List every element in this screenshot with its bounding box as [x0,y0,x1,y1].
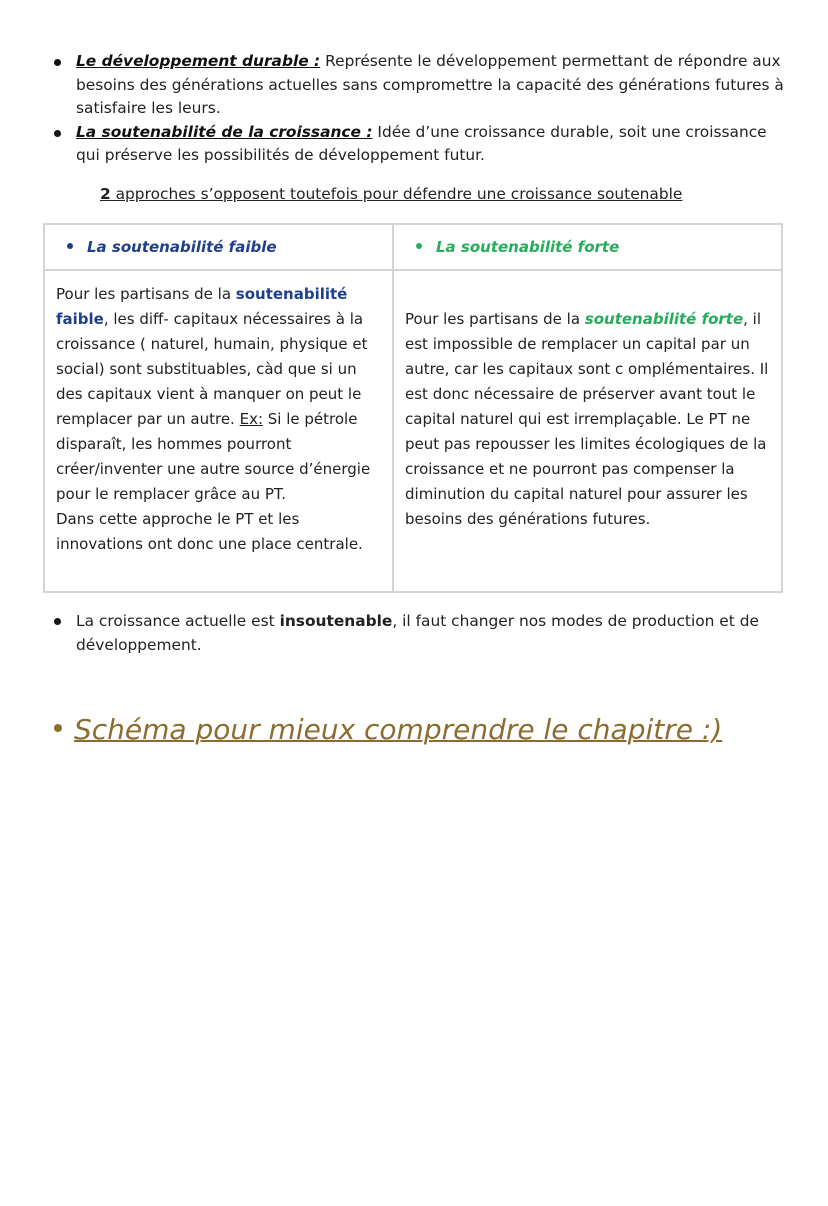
bullet-icon [54,724,62,732]
cell-keyword: soutenabilité forte [584,310,744,328]
cell-keyword: soutenabilité faible [56,285,348,328]
conclusion-list [52,609,792,657]
definition-item [52,121,792,168]
definition-text: Idée d’une croissance durable, soit une croissance qui préserve les possibilités de développement futur. [76,122,767,164]
definition-item [52,50,792,121]
definition-term: La soutenabilité de la croissance : [76,122,373,141]
header-label: La soutenabilité faible [87,238,277,256]
bullet-icon [67,243,73,249]
cell-text: Dans cette approche le PT et les innovations ont donc une place centrale. [56,510,363,553]
definition-term: Le développement durable : [76,52,321,70]
conclusion-text: , il faut changer nos modes de production et de développement. [76,612,759,654]
bullet-icon [416,243,422,249]
header-strong-sustainability [393,224,782,270]
schema-link-text[interactable]: Schéma pour mieux comprendre le chapitre :) [74,713,723,746]
conclusion-keyword: insoutenable [279,612,393,630]
approaches-subtitle [100,182,740,206]
comparison-table [43,223,783,593]
table-body-row [44,270,782,592]
schema-link[interactable] [54,708,814,752]
conclusion-text: La croissance actuelle est [76,612,280,630]
header-weak-sustainability [44,224,393,270]
definition-text: Représente le développement permettant de répondre aux besoins des générations actuelles sans compromettre la capacité des générations futures à satisfaire les leurs. [76,52,784,117]
cell-weak-sustainability [44,270,393,592]
approaches-number: 2 [100,185,111,203]
bullet-icon [54,618,61,625]
cell-text: , il est impossible de remplacer un capital par un autre, car les capitaux sont c omplémentaires. Il est donc nécessaire de préserver avant tout le capital naturel qui est irremplaçable. Le PT ne peut pas repousser les limites écologiques de la croissance et ne pourront pas compenser la diminution du capital naturel pour assurer les besoins des générations futures. [405,310,769,528]
bullet-icon [54,59,61,66]
approaches-text: approches s’opposent toutefois pour défendre une croissance soutenable [110,185,683,203]
definitions-list [52,50,792,168]
table-header-row [44,224,782,270]
conclusion-item [52,609,792,657]
cell-text: Pour les partisans de la [405,310,585,328]
cell-text: Pour les partisans de la [56,285,236,303]
cell-text: , les diff- capitaux nécessaires à la croissance ( naturel, humain, physique et social) sont substituables, càd que si un des capitaux vient à manquer on peut le remplacer par un autre. [56,310,368,428]
example-label: Ex: [239,410,264,428]
bullet-icon [54,130,61,137]
cell-strong-sustainability [393,270,782,592]
header-label: La soutenabilité forte [436,238,620,256]
cell-text: Si le pétrole disparaît, les hommes pourront créer/inventer une autre source d’énergie pour le remplacer grâce au PT. [56,410,371,503]
